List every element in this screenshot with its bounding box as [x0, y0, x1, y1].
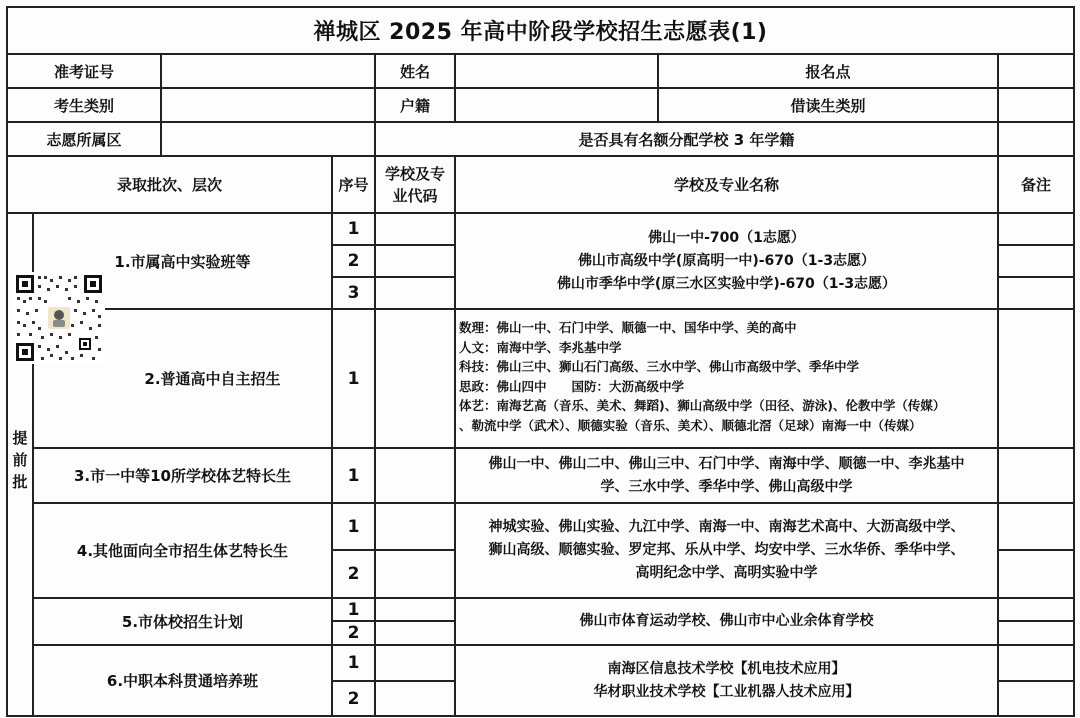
seq-number: 1 [347, 516, 360, 537]
school-line: 华材职业技术学校【工业机器人技术应用】 [593, 683, 860, 700]
header-code [376, 157, 454, 212]
school-line: 、勒流中学（武术）、顺德实验（音乐、美术）、顺德北滘（足球）南海一中（传媒） [459, 417, 922, 433]
category-field[interactable] [162, 89, 374, 121]
remark-field[interactable] [999, 551, 1073, 597]
seq-number: 2 [347, 623, 360, 643]
school-code-field[interactable] [376, 682, 454, 715]
school-line: 狮山高级、顺德实验、罗定邦、乐从中学、均安中学、三水华侨、季华中学、 [488, 542, 965, 558]
quota-label: 是否具有名额分配学校 3 年学籍 [578, 130, 795, 149]
seq-number: 1 [347, 368, 360, 389]
name-label: 姓名 [399, 62, 430, 81]
form-title: 禅城区 2025 年高中阶段学校招生志愿表(1) [313, 20, 768, 45]
exam-id-field[interactable] [162, 55, 374, 87]
school-code-field[interactable] [376, 551, 454, 597]
name-field[interactable] [456, 55, 657, 87]
header-batch: 录取批次、层次 [116, 176, 222, 194]
school-line: 学、三水中学、季华中学、佛山高级中学 [600, 478, 853, 495]
school-code-field[interactable] [376, 504, 454, 549]
school-line: 体艺：南海艺高（音乐、美术、舞蹈)、狮山高级中学（田径、游泳)、伦教中学（传媒） [459, 398, 946, 413]
household-field[interactable] [456, 89, 657, 121]
remark-field[interactable] [999, 682, 1073, 715]
household-label: 户籍 [399, 96, 430, 115]
early-batch-char: 提 [12, 429, 28, 447]
batch-row-4-label: 4.其他面向全市招生体艺特长生 [76, 542, 289, 560]
remark-field[interactable] [999, 504, 1073, 549]
borrow-student-field[interactable] [999, 89, 1073, 121]
batch-row-5-schools [456, 599, 997, 644]
school-line: 佛山市体育运动学校、佛山市中心业余体育学校 [579, 613, 874, 629]
header-code-line2: 业代码 [392, 186, 438, 205]
header-code-line1: 学校及专 [384, 164, 445, 183]
seq-number: 1 [347, 465, 360, 486]
seq-number: 2 [347, 251, 360, 271]
remark-field[interactable] [999, 599, 1073, 620]
batch-row-3-label: 3.市一中等10所学校体艺特长生 [73, 467, 291, 485]
school-code-field[interactable] [376, 246, 454, 276]
early-batch-char: 前 [12, 451, 28, 469]
border-right [1073, 6, 1075, 717]
batch-row-2-schools [456, 310, 997, 447]
remark-field[interactable] [999, 622, 1073, 644]
batch-row-1-label: 1.市属高中实验班等 [114, 252, 251, 271]
header-remark: 备注 [1020, 176, 1051, 194]
early-batch-char: 批 [12, 473, 28, 491]
school-line: 数理：佛山一中、石门中学、顺德一中、国华中学、美的高中 [459, 320, 797, 335]
school-code-field[interactable] [376, 449, 454, 502]
school-line: 神城实验、佛山实验、九江中学、南海一中、南海艺术高中、大沥高级中学、 [488, 519, 965, 535]
batch-row-1-schools [456, 214, 997, 308]
school-line: 科技：佛山三中、狮山石门高级、三水中学、佛山市高级中学、季华中学 [459, 359, 860, 374]
school-line: 南海区信息技术学校【机电技术应用】 [607, 660, 846, 677]
seq-number: 1 [347, 599, 360, 620]
district-label: 志愿所属区 [46, 130, 122, 149]
batch-row-2-label: 2.普通高中自主招生 [144, 370, 281, 388]
school-line: 佛山市高级中学(原高明一中)-670（1-3志愿） [577, 252, 876, 269]
header-seq: 序号 [338, 176, 369, 194]
remark-field[interactable] [999, 646, 1073, 680]
batch-row-6-label: 6.中职本科贯通培养班 [106, 672, 259, 690]
school-line: 思政：佛山四中 国防：大沥高级中学 [459, 378, 685, 394]
remark-field[interactable] [999, 214, 1073, 244]
header-school: 学校及专业名称 [673, 176, 779, 194]
school-code-field[interactable] [376, 646, 454, 680]
school-code-field[interactable] [376, 214, 454, 244]
school-code-field[interactable] [376, 278, 454, 308]
remark-field[interactable] [999, 278, 1073, 308]
borrow-student-label: 借读生类别 [790, 96, 866, 115]
school-line: 佛山市季华中学(原三水区实验中学)-670（1-3志愿） [556, 275, 897, 292]
category-label: 考生类别 [53, 96, 114, 115]
school-line: 佛山一中、佛山二中、佛山三中、石门中学、南海中学、顺德一中、李兆基中 [488, 455, 965, 472]
early-batch-label [8, 420, 32, 500]
seq-number: 1 [347, 219, 360, 239]
remark-field[interactable] [999, 310, 1073, 447]
registration-point-field[interactable] [999, 55, 1073, 87]
seq-number: 2 [347, 564, 360, 584]
quota-field[interactable] [999, 123, 1073, 155]
batch-row-4-schools [456, 504, 997, 597]
school-line: 人文：南海中学、李兆基中学 [459, 339, 622, 355]
remark-field[interactable] [999, 246, 1073, 276]
seq-number: 2 [347, 688, 360, 709]
seq-number: 3 [347, 283, 360, 303]
batch-row-6-schools [456, 646, 997, 715]
border-bottom [6, 715, 1075, 717]
batch-row-3-schools [456, 449, 997, 502]
district-field[interactable] [162, 123, 374, 155]
school-code-field[interactable] [376, 622, 454, 644]
school-code-field[interactable] [376, 599, 454, 620]
batch-row-5-label: 5.市体校招生计划 [121, 613, 244, 631]
school-code-field[interactable] [376, 310, 454, 447]
registration-point-label: 报名点 [805, 62, 851, 81]
seq-number: 1 [347, 653, 360, 673]
school-line: 佛山一中-700（1志愿） [648, 229, 805, 246]
school-line: 高明纪念中学、高明实验中学 [635, 565, 818, 581]
remark-field[interactable] [999, 449, 1073, 502]
exam-id-label: 准考证号 [53, 62, 114, 81]
